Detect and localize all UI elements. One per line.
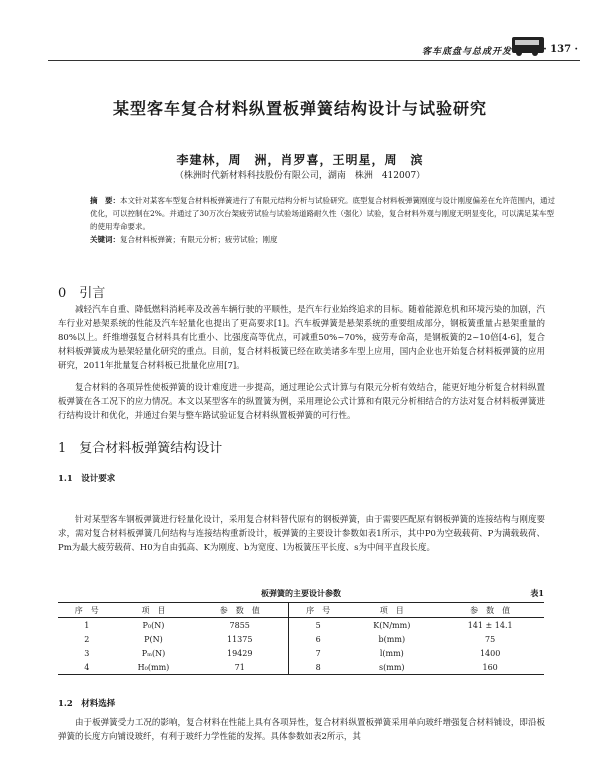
table-header-cell: 序 号 [289,603,348,618]
table-header-cell: 项 目 [347,603,436,618]
table-1-number: 表1 [530,588,544,598]
subsection-1-1-paragraph: 针对某型客车钢板弹簧进行轻量化设计，采用复合材料替代原有的钢板弹簧，由于需要匹配原有钢板弹簧的连接结构与刚度要求，需对复合材料板弹簧几何结构与连接结构重新设计，板弹簧的主要设计参数如表1所示，其中P0为空载载荷、P为满载载荷、Pm为最大疲劳载荷、H0为自由弧高、K为刚度、b为宽度、l为板簧压平长度、s为中间平直段长度。 [58,515,545,553]
table-cell: 7855 [191,618,288,633]
table-cell: b(mm) [378,634,406,644]
header-rule [48,60,580,61]
keywords-label: 关键词： [90,235,120,244]
section-1-heading: 1 复合材料板弹簧结构设计 [58,441,223,456]
table-row [58,646,544,660]
table-cell: 19429 [191,646,288,660]
subsection-1-1-heading: 1.1 设计要求 [58,474,116,484]
table-row [58,618,544,633]
table-cell: 4 [58,660,116,675]
table-cell: P(N) [144,634,163,644]
section-0-paragraph-2: 复合材料的各项异性使板弹簧的设计难度进一步提高，通过理论公式计算与有限元分析有效结合，能更好地分析复合材料纵置板弹簧在各工况下的应力情况。本文以某型客车的纵置簧为例，采用理论公式计算和有限元分析相结合的方法对复合材料板弹簧进行结构设计和优化，并通过台架与整车路试验证复合材料纵置板弹簧的可行性。 [58,383,545,421]
table-row [58,632,544,646]
section-0-paragraph-1: 减轻汽车自重、降低燃料消耗率及改善车辆行驶的平顺性，是汽车行业始终追求的目标。随着能源危机和环境污染的加剧，汽车行业对悬架系统的性能及汽车轻量化也提出了更高要求[1]。汽车板弹簧是悬架系统的重要组成部分，钢板簧重量占悬架重量的80%以上。纤维增强复合材料具有比重小、比强度高等优点，可减重50%~70%，疲劳寿命高，是钢板簧的2~10倍[4-6]，复合材料板弹簧成为悬架轻量化研究的重点。目前，复合材料板簧已经在欧美诸多车型上应用，国内企业也开始复合材料板弹簧的应用研究，2011年批量复合材料板已批量化应用[7]。 [58,305,545,371]
table-cell: H₀(mm) [116,660,192,675]
table-1 [58,602,544,675]
affiliation: （株洲时代新材料科技股份有限公司，湖南 株洲 412007） [174,171,426,181]
table-cell: 8 [289,660,348,675]
table-cell: 2 [84,634,90,644]
subsection-1-2-heading: 1.2 材料选择 [58,699,116,709]
table-cell: 7 [315,648,321,658]
table-header-cell: 项 目 [116,603,192,618]
table-cell: K(N/mm) [373,620,411,630]
table-cell: 160 [436,660,544,675]
section-0-heading: 0 引言 [58,286,106,301]
abstract-label: 摘 要： [90,196,120,205]
table-cell: 75 [485,634,496,644]
abstract-block [90,194,560,246]
subsection-1-2-paragraph: 由于板弹簧受力工况的影响，复合材料在性能上具有各项异性，复合材料纵置板弹簧采用单向玻纤增强复合材料铺设，即沿板弹簧的长度方向铺设玻纤，有利于玻纤力学性能的发挥。具体参数如表2所示，其 [58,718,545,742]
paper-title: 某型客车复合材料纵置板弹簧结构设计与试验研究 [112,99,487,118]
table-cell: Pₘ(N) [141,648,166,658]
table-cell: 1400 [479,648,501,658]
table-cell: 71 [191,660,288,675]
table-row [58,660,544,675]
abstract-text: 本文针对某客车型复合材料板弹簧进行了有限元结构分析与试验研究。底型复合材料板弹簧刚度与设计刚度偏差在允许范围内，通过优化，可以控制在2%。并通过了30万次台架疲劳试验与试验场道路耐久性（强化）试验，复合材料外观与刚度无明显变化，可以满足某车型的使用寿命要求。 [90,196,555,231]
table-header-cell: 序 号 [58,603,116,618]
table-cell: 141 ± 14.1 [467,620,513,630]
page-number: · 137 · [543,44,578,55]
table-cell: 1 [84,620,90,630]
table-header-cell: 参 数 值 [436,603,544,618]
table-cell: 6 [315,634,321,644]
table-cell: l(mm) [379,648,404,658]
keywords-text: 复合材料板弹簧；有限元分析；疲劳试验；刚度 [120,235,278,244]
table-1-caption: 板弹簧的主要设计参数 [261,588,341,598]
table-cell: 11375 [191,632,288,646]
table-cell: 3 [84,648,90,658]
table-cell: s(mm) [347,660,436,675]
bus-logo-icon [512,37,544,53]
table-cell: 5 [315,620,321,630]
table-header-row [58,603,544,618]
running-header-journal: 客车底盘与总成开发 [421,47,512,57]
table-header-cell: 参 数 值 [191,603,288,618]
author-list: 李建林，周 洲，肖罗喜，王明星，周 滨 [176,153,424,167]
table-cell: P₀(N) [142,620,165,630]
